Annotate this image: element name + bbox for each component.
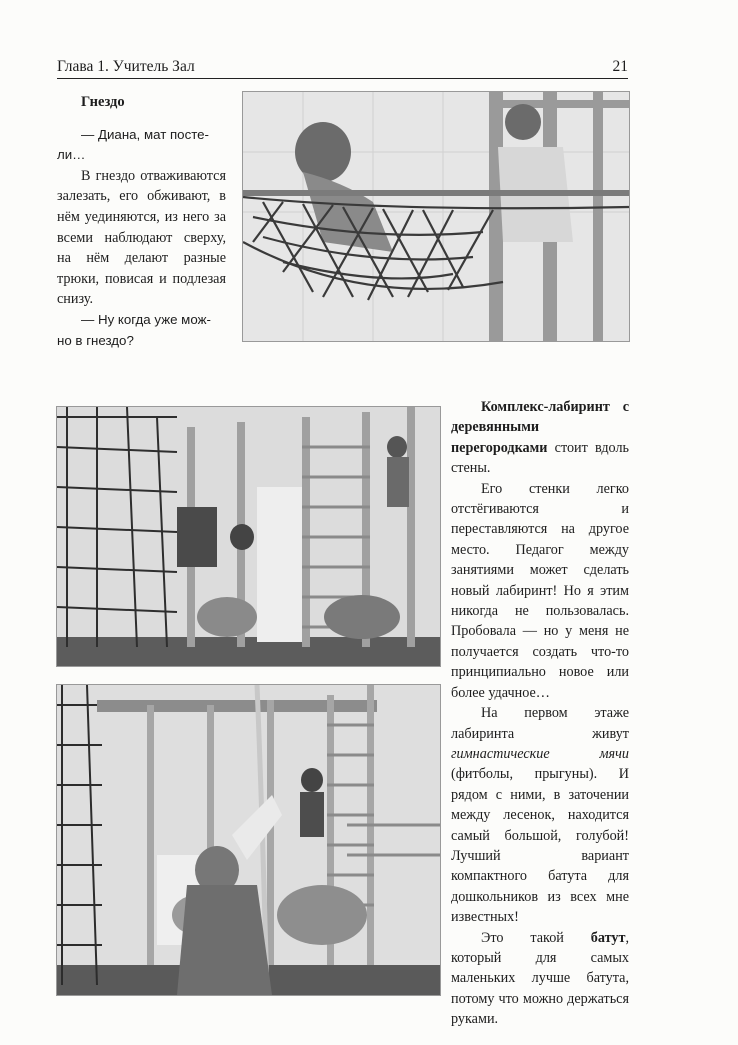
section-title: Гнездо xyxy=(81,94,125,110)
dialogue-line: — Диана, мат посте- xyxy=(81,126,209,142)
dialogue-line: — Ну когда уже мож- xyxy=(81,311,211,327)
photo-labyrinth xyxy=(56,406,441,667)
photo-gym-balls xyxy=(56,684,441,996)
dialogue-line: но в гнездо? xyxy=(57,332,134,348)
labyrinth-text-column xyxy=(451,397,629,1030)
dialogue-line: ли… xyxy=(57,147,86,163)
running-header xyxy=(57,58,628,79)
labyrinth-paragraph: Комплекс-лабиринт с деревянными перегородками стоит вдоль стены. xyxy=(451,399,629,477)
photo-nest xyxy=(242,91,630,342)
balls-paragraph: На первом этаже лабиринта живут гимнастические мячи (фитболы, прыгуны). И рядом с ними, в заточении между лесенок, находится самый большой, голубой! Лучший вариант компактного батута для дошкольников из всех мне известных! xyxy=(451,705,629,926)
bold-term: батут xyxy=(590,929,626,946)
page-number: 21 xyxy=(612,58,628,75)
nest-text-column xyxy=(57,92,226,351)
chapter-title: Глава 1. Учитель Зал xyxy=(57,58,195,75)
trampoline-paragraph: Это такой батут, который для самых маленьких лучше батута, потому что можно держаться руками. xyxy=(451,929,629,1028)
bold-term: Комплекс-лабиринт с деревянными перегородками xyxy=(451,399,629,456)
nest-paragraph: В гнездо отваживаются залезать, его обживают, в нём уединяются, из него за всеми наблюдают сверху, на нём делают разные трюки, повисая и подлезая снизу. xyxy=(57,167,226,308)
italic-term: гимнастические мячи xyxy=(451,745,629,762)
walls-paragraph: Его стенки легко отстёгиваются и переставляются на другое место. Педагог между занятиями может сделать новый лабиринт! Но я этим никогда не пользовалась. Пробовала — но у меня не получается создать что-то принципиально новое или более удачное… xyxy=(451,480,629,701)
